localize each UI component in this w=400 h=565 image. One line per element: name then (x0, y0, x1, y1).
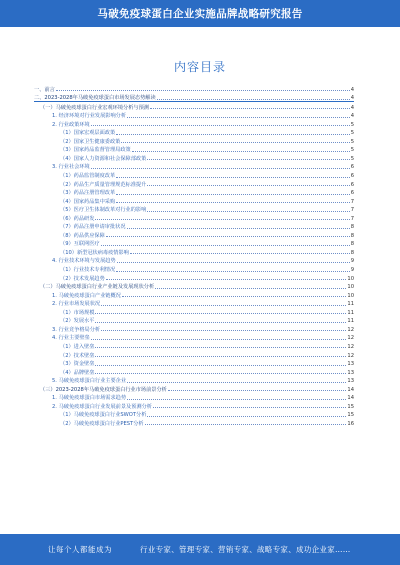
toc-entry-label: 1. 马破免疫球蛋白市场需求趋势 (52, 395, 127, 402)
toc-entry-page: 5 (350, 155, 354, 162)
toc-leader-dots (127, 398, 346, 400)
toc-leader-dots (56, 89, 350, 91)
toc-entry-page: 6 (350, 164, 354, 171)
toc-entry-page: 15 (347, 403, 354, 410)
toc-entry-label: （2）技术发展趋势 (60, 275, 105, 282)
toc-leader-dots (117, 261, 350, 263)
toc-leader-dots (127, 381, 346, 383)
toc-entry-page: 12 (347, 326, 354, 333)
toc-entry[interactable] (34, 102, 354, 111)
toc-leader-dots (145, 423, 347, 425)
toc-entry-label: （二）马破免疫球蛋白行业产业链及发展现状分析 (40, 284, 155, 291)
footer-slogan-right: 行业专家、管理专家、营销专家、战略专家、成功企业家…… (140, 545, 351, 554)
toc-entry[interactable] (34, 196, 354, 205)
toc-leader-dots (95, 355, 346, 357)
toc-leader-dots (91, 167, 350, 169)
toc-leader-dots (147, 184, 349, 186)
toc-entry[interactable] (34, 384, 354, 393)
toc-entry[interactable] (34, 333, 354, 342)
toc-leader-dots (147, 210, 349, 212)
footer-slogan-left: 让每个人都能成为 (48, 545, 112, 554)
toc-entry[interactable] (34, 205, 354, 214)
toc-entry-label: （10）新型冠状病毒疫情影响 (60, 249, 129, 256)
toc-entry[interactable] (34, 239, 354, 248)
toc-entry-label: （1）市场规模 (60, 309, 95, 316)
toc-entry-label: （3）药品注册管理改革 (60, 190, 116, 197)
toc-entry[interactable] (34, 401, 354, 410)
toc-entry-page: 4 (350, 104, 354, 111)
toc-entry-label: （1）药品监管制度改革 (60, 173, 116, 180)
toc-entry-label: （2）国家卫生健康委政策 (60, 138, 121, 145)
toc-entry[interactable] (34, 316, 354, 325)
toc-entry-page: 4 (350, 95, 354, 102)
toc-entry-page: 7 (350, 198, 354, 205)
toc-entry[interactable] (34, 119, 354, 128)
toc-entry[interactable] (34, 188, 354, 197)
toc-leader-dots (122, 295, 347, 297)
toc-leader-dots (116, 270, 350, 272)
toc-entry-label: （3）资金壁垒 (60, 361, 95, 368)
toc-leader-dots (116, 133, 350, 135)
toc-entry-page: 15 (347, 412, 354, 419)
toc-leader-dots (130, 252, 350, 254)
toc-entry-label: （1）进入壁垒 (60, 343, 95, 350)
toc-entry[interactable] (34, 359, 354, 368)
report-header (0, 0, 400, 27)
toc-leader-dots (157, 98, 350, 100)
toc-entry-page: 11 (347, 301, 354, 308)
toc-leader-dots (101, 329, 346, 331)
toc-entry-label: （2）药品生产质量管理规范标准提升 (60, 181, 147, 188)
toc-entry[interactable] (34, 350, 354, 359)
toc-entry[interactable] (34, 367, 354, 376)
toc-leader-dots (127, 116, 350, 118)
toc-entry[interactable] (34, 247, 354, 256)
toc-entry-label: （4）国家人力资源和社会保障部政策 (60, 155, 147, 162)
toc-entry-page: 5 (350, 121, 354, 128)
toc-entry[interactable] (34, 410, 354, 419)
toc-entry-label: （1）国家宏观层面政策 (60, 130, 116, 137)
toc-entry[interactable] (34, 128, 354, 137)
toc-entry-page: 13 (347, 361, 354, 368)
toc-leader-dots (95, 346, 346, 348)
toc-entry-label: （6）药品研发 (60, 215, 95, 222)
toc-entry-label: （2）技术壁垒 (60, 352, 95, 359)
toc-entry-label: （1）行业技术专利情况 (60, 267, 116, 274)
toc-entry-label: 5. 马破免疫球蛋白行业主要企业 (52, 378, 127, 385)
toc-leader-dots (106, 235, 350, 237)
toc-leader-dots (116, 193, 350, 195)
toc-entry[interactable] (34, 264, 354, 273)
toc-entry[interactable] (34, 111, 354, 120)
toc-entry-page: 11 (347, 318, 354, 325)
toc-entry-page: 10 (347, 275, 354, 282)
toc-entry-page: 12 (347, 352, 354, 359)
toc-entry[interactable] (34, 393, 354, 402)
toc-entry-page: 5 (350, 138, 354, 145)
toc-entry-page: 11 (347, 309, 354, 316)
toc-entry-page: 14 (347, 386, 354, 393)
toc-entry[interactable] (34, 324, 354, 333)
toc-entry[interactable] (34, 153, 354, 162)
toc-leader-dots (95, 321, 346, 323)
toc-entry-page: 5 (350, 130, 354, 137)
toc-entry-page: 8 (350, 241, 354, 248)
toc-entry-page: 8 (350, 224, 354, 231)
report-footer (0, 534, 400, 565)
toc-entry-label: 一、前言 (34, 86, 55, 93)
toc-leader-dots (95, 372, 346, 374)
toc-entry-page: 4 (350, 86, 354, 93)
toc-entry[interactable] (34, 341, 354, 350)
toc-entry[interactable] (34, 145, 354, 154)
toc-entry-label: （3）国家药品监督管理局政策 (60, 147, 131, 154)
toc-entry-label: 4. 行业主要壁垒 (52, 335, 90, 342)
toc-entry-page: 8 (350, 232, 354, 239)
toc-entry-label: （4）国家药品集中采购 (60, 198, 116, 205)
toc-entry-label: （4）品牌壁垒 (60, 369, 95, 376)
toc-entry-page: 14 (347, 395, 354, 402)
toc-leader-dots (147, 158, 349, 160)
toc-leader-dots (91, 338, 347, 340)
toc-entry-label: 4. 行业技术环境与发展趋势 (52, 258, 116, 265)
toc-entry-page: 7 (350, 207, 354, 214)
toc-entry[interactable] (34, 179, 354, 188)
toc-entry-page: 13 (347, 378, 354, 385)
toc-entry[interactable] (34, 222, 354, 231)
toc-entry-page: 16 (347, 420, 354, 427)
toc-entry-page: 6 (350, 190, 354, 197)
toc-entry-page: 6 (350, 173, 354, 180)
toc-leader-dots (153, 406, 346, 408)
toc-leader-dots (168, 389, 347, 391)
toc-entry[interactable] (34, 170, 354, 179)
toc-entry-label: （1）马破免疫球蛋白行业SWOT分析 (60, 412, 147, 419)
toc-leader-dots (132, 150, 350, 152)
toc-entry[interactable] (34, 162, 354, 171)
toc-entry[interactable] (34, 290, 354, 299)
toc-entry-label: 1. 经济环境对行业发展影响分析 (52, 113, 127, 120)
toc-entry[interactable] (34, 84, 354, 93)
toc-entry[interactable] (34, 418, 354, 427)
toc-leader-dots (106, 278, 347, 280)
toc-entry-label: 2. 行业政策环境 (52, 121, 90, 128)
toc-heading: 内容目录 (173, 60, 226, 74)
toc-entry-label: 2. 行业市场发展状况 (52, 301, 101, 308)
toc-leader-dots (91, 124, 350, 126)
toc-entry-label: （9）互联网医疗 (60, 241, 100, 248)
toc-entry[interactable] (34, 93, 354, 103)
toc-entry[interactable] (34, 299, 354, 308)
toc-leader-dots (101, 304, 346, 306)
toc-entry-page: 10 (347, 284, 354, 291)
toc-entry-label: 二、2023-2028年马破免疫球蛋白市场发展态势解读 (34, 95, 156, 102)
toc-entry-page: 4 (350, 113, 354, 120)
toc-entry-page: 12 (347, 343, 354, 350)
toc-entry-label: （2）发展水平 (60, 318, 95, 325)
toc-entry-page: 9 (350, 267, 354, 274)
toc-entry[interactable] (34, 282, 354, 291)
toc-entry-label: （8）药品供应保障 (60, 232, 105, 239)
toc-leader-dots (116, 176, 350, 178)
toc-leader-dots (121, 141, 349, 143)
toc-entry-page: 8 (350, 249, 354, 256)
toc-entry-page: 6 (350, 181, 354, 188)
toc-leader-dots (147, 415, 346, 417)
toc-entry-label: （三）2023-2028年马破免疫球蛋白行业市场前景分析 (40, 386, 167, 393)
toc-entry-label: （2）马破免疫球蛋白行业PEST分析 (60, 420, 144, 427)
toc-leader-dots (150, 107, 350, 109)
toc-entry-label: （一）马破免疫球蛋白行业宏观环境分析与预测 (40, 104, 149, 111)
toc-leader-dots (155, 287, 346, 289)
toc-entry[interactable] (34, 136, 354, 145)
toc-entry-page: 12 (347, 335, 354, 342)
toc-entry[interactable] (34, 256, 354, 265)
toc-leader-dots (127, 227, 350, 229)
toc-entry-label: （5）医疗卫生体制改革对行业的影响 (60, 207, 147, 214)
toc-leader-dots (95, 364, 346, 366)
toc-entry[interactable] (34, 376, 354, 385)
toc-entry[interactable] (34, 307, 354, 316)
toc-entry[interactable] (34, 273, 354, 282)
table-of-contents (34, 84, 354, 427)
toc-entry-page: 7 (350, 215, 354, 222)
toc-entry[interactable] (34, 230, 354, 239)
toc-entry-page: 9 (350, 258, 354, 265)
toc-entry-page: 10 (347, 292, 354, 299)
toc-entry[interactable] (34, 213, 354, 222)
toc-entry-page: 5 (350, 147, 354, 154)
toc-entry-label: （7）药品注册申请审批状况 (60, 224, 126, 231)
report-title: 马破免疫球蛋白企业实施品牌战略研究报告 (97, 8, 303, 20)
toc-entry-label: 1. 马破免疫球蛋白产业链概况 (52, 292, 121, 299)
toc-leader-dots (116, 201, 350, 203)
toc-entry-label: 3. 行业竞争格局分析 (52, 326, 101, 333)
toc-leader-dots (95, 312, 346, 314)
toc-entry-label: 2. 马破免疫球蛋白行业发展前景及预测分析 (52, 403, 152, 410)
toc-entry-label: 3. 行业社会环境 (52, 164, 90, 171)
toc-entry-page: 13 (347, 369, 354, 376)
toc-leader-dots (101, 244, 350, 246)
toc-leader-dots (95, 218, 349, 220)
